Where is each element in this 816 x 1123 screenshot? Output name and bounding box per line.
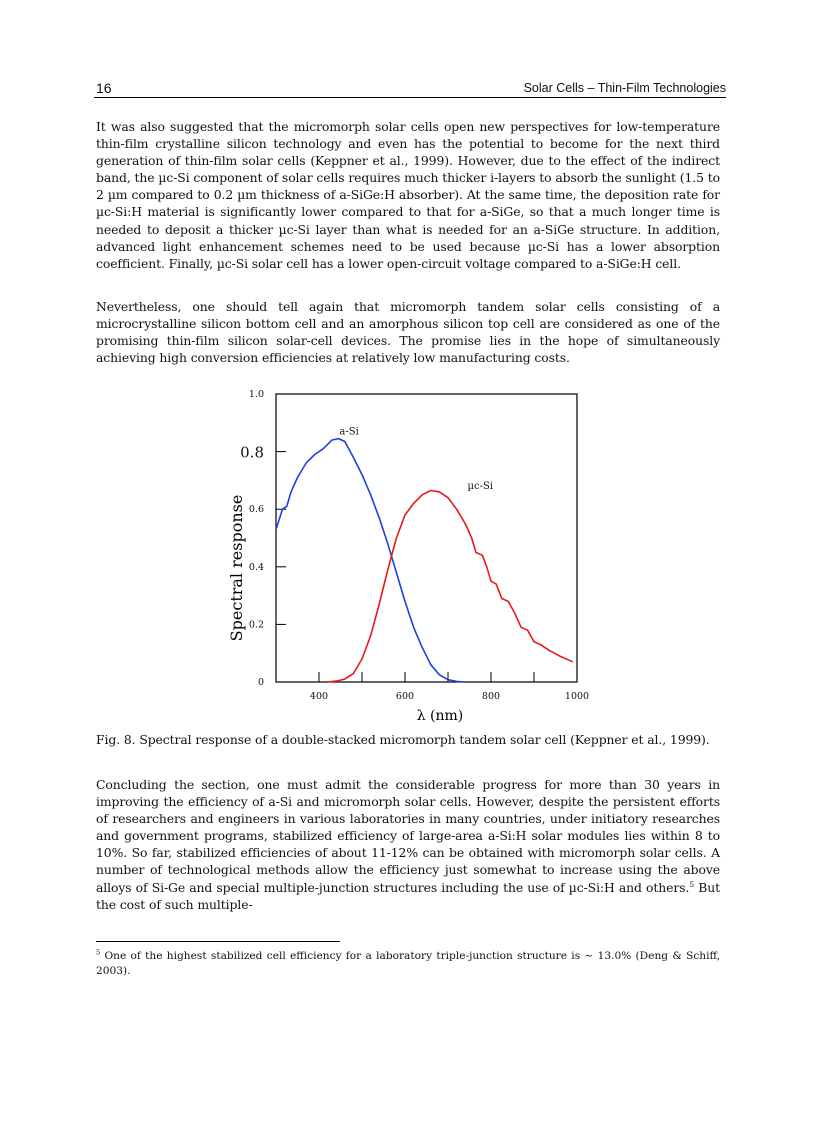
spectral-response-chart	[216, 384, 608, 724]
running-title: Solar Cells – Thin-Film Technologies	[523, 81, 726, 95]
series-line-asi	[276, 439, 465, 682]
y-tick-label: 0.4	[248, 561, 264, 573]
y-tick-label: 0	[257, 677, 264, 688]
y-tick-label: 0.8	[240, 443, 264, 462]
paragraph-3	[96, 776, 720, 913]
paragraph-2-text: Nevertheless, one should tell again that micromorph tandem solar cells consisting of a microcrystalline silicon bottom cell and an amorphous silicon top cell are considered as one of the promising thin-film silicon solar-cell devices. The promise lies in the hope of simultaneously achieving high conversion efficiencies at relatively low manufacturing costs.	[96, 299, 720, 366]
series-annotation: µc-Si	[467, 481, 494, 493]
paragraph-1	[96, 118, 720, 272]
series-annotation: a-Si	[339, 426, 359, 438]
footnote-reference[interactable]: 5	[689, 879, 695, 889]
x-tick-label: 400	[309, 691, 329, 702]
paragraph-3-text	[96, 776, 720, 913]
chart-svg	[216, 384, 608, 724]
y-tick-label: 0.6	[248, 504, 264, 516]
running-header	[94, 80, 726, 96]
paragraph-2	[96, 298, 720, 366]
y-tick-label: 0.2	[248, 619, 264, 631]
series-line-csi	[328, 491, 573, 683]
x-tick-label: 600	[395, 691, 415, 702]
x-tick-label: 800	[481, 691, 501, 702]
footnote-text: One of the highest stabilized cell efficiency for a laboratory triple-junction structure is ~ 13.0% (Deng & Schiff, 2003).	[96, 950, 720, 977]
paragraph-1-text: It was also suggested that the micromorph solar cells open new perspectives for low-temperature thin-film crystalline silicon technology and even has the potential to become for the next third generation of thin-film solar cells (Keppner et al., 1999). However, due to the effect of the indirect band, the µc-Si component of solar cells requires much thicker i-layers to absorb the sunlight (1.5 to 2 µm compared to 0.2 µm thickness of a-SiGe:H absorber). At the same time, the deposition rate for µc-Si:H material is significantly lower compared to that for a-SiGe, so that a much longer time is needed to deposit a thicker µc-Si layer than what is needed for an a-SiGe structure. In addition, advanced light enhancement schemes need to be used because µc-Si has a lower absorption coefficient. Finally, µc-Si solar cell has a lower open-circuit voltage compared to a-SiGe:H cell.	[96, 119, 720, 271]
paragraph-3-body: Concluding the section, one must admit the considerable progress for more than 30 years in improving the efficiency of a-Si and micromorph solar cells. However, despite the persistent efforts of researchers and engineers in various laboratories in many countries, under initiatory researches and government programs, stabilized efficiency of large-area a-Si:H solar modules lies within 8 to 10%. So far, stabilized efficiencies of about 11-12% can be obtained with micromorph solar cells. A number of technological methods allow the efficiency just somewhat to increase using the above alloys of Si-Ge and special multiple-junction structures including the use of µc-Si:H and others.	[96, 777, 720, 895]
paragraph-3-tail: But the cost of such multiple-	[96, 879, 720, 912]
y-axis-label: Spectral response	[227, 494, 246, 642]
y-tick-label: 1.0	[248, 389, 264, 400]
footnote-rule	[96, 941, 340, 942]
footnote-mark: 5	[96, 948, 101, 957]
figure-caption: Fig. 8. Spectral response of a double-stacked micromorph tandem solar cell (Keppner et al., 1999).	[96, 732, 710, 747]
page-number: 16	[96, 80, 112, 96]
footnote	[96, 949, 720, 979]
x-tick-label: 1000	[564, 691, 590, 702]
x-axis-label: λ (nm)	[416, 708, 464, 724]
header-rule	[94, 97, 726, 98]
